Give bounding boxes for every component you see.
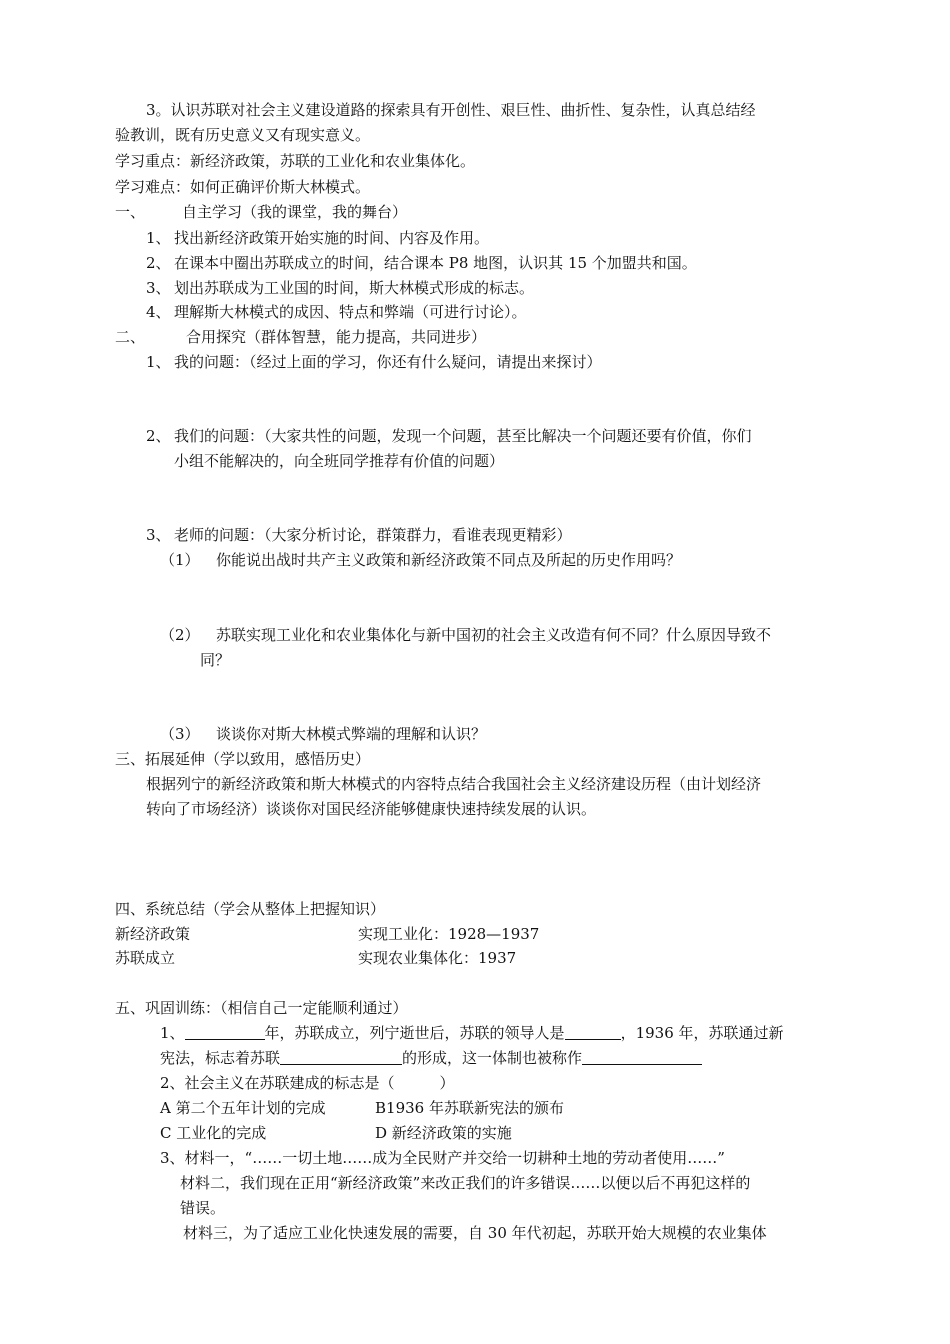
s2-sub3-num: （3） (160, 725, 200, 743)
key-points: 学习重点：新经济政策，苏联的工业化和农业集体化。 (115, 152, 476, 170)
s2-q2-line2: 小组不能解决的，向全班同学推荐有价值的问题） (174, 452, 505, 470)
s1-item3-text: 划出苏联成为工业国的时间，斯大林模式形成的标志。 (174, 279, 535, 297)
s5-q1-line1 (160, 1021, 784, 1045)
s1-item4-num: 4、 (146, 303, 171, 321)
s4-row2-left: 苏联成立 (115, 949, 176, 967)
s2-q1-text: 我的问题：（经过上面的学习，你还有什么疑问，请提出来探讨） (174, 353, 602, 371)
s5-q2-option-a[interactable]: A 第二个五年计划的完成 (160, 1099, 326, 1117)
learning-goal-3-line2: 验教训，既有历史意义又有现实意义。 (115, 126, 371, 144)
s1-item4-text: 理解斯大林模式的成因、特点和弊端（可进行讨论）。 (174, 303, 527, 321)
s5-q1-line2 (160, 1046, 702, 1070)
s5-q2-option-b[interactable]: B1936 年苏联新宪法的颁布 (375, 1099, 564, 1117)
s5-q2-option-c[interactable]: C 工业化的完成 (160, 1124, 267, 1142)
section2-number: 二、 (115, 328, 146, 346)
section1-title: 自主学习（我的课堂，我的舞台） (182, 203, 408, 221)
blank-year[interactable] (185, 1023, 265, 1040)
s5-q3-material2-line1: 材料二，我们现在正用“新经济政策”来改正我们的许多错误……以便以后不再犯这样的 (180, 1174, 751, 1192)
section3-title: 三、拓展延伸（学以致用，感悟历史） (115, 750, 371, 768)
difficulties: 学习难点：如何正确评价斯大林模式。 (115, 178, 371, 196)
s1-item3-num: 3、 (146, 279, 171, 297)
s5-q3-material3: 材料三，为了适应工业化快速发展的需要，自 30 年代初起，苏联开始大规模的农业集体 (183, 1224, 767, 1242)
s4-row2-right: 实现农业集体化：1937 (358, 949, 517, 967)
s5-q1-part3: 宪法，标志着苏联 (160, 1049, 281, 1067)
s2-sub1-num: （1） (160, 551, 200, 569)
s1-item2-text: 在课本中圈出苏联成立的时间，结合课本 P8 地图，认识其 15 个加盟共和国。 (174, 254, 697, 272)
s1-item2-num: 2、 (146, 254, 171, 272)
s5-q1-part4: 的形成，这一体制也被称作 (402, 1049, 583, 1067)
s5-q1-num: 1、 (160, 1024, 185, 1042)
learning-goal-3-line1: 3。认识苏联对社会主义建设道路的探索具有开创性、艰巨性、曲折性、复杂性，认真总结经 (146, 101, 756, 119)
blank-leader[interactable] (565, 1023, 621, 1040)
s2-q1-num: 1、 (146, 353, 171, 371)
blank-system[interactable] (280, 1048, 402, 1065)
s1-item1-text: 找出新经济政策开始实施的时间、内容及作用。 (174, 229, 490, 247)
s3-line1: 根据列宁的新经济政策和斯大林模式的内容特点结合我国社会主义经济建设历程（由计划经济 (146, 775, 762, 793)
s2-q2-line1: 我们的问题：（大家共性的问题，发现一个问题，甚至比解决一个问题还要有价值，你们 (174, 427, 752, 445)
blank-system-name[interactable] (582, 1048, 702, 1065)
section5-title: 五、巩固训练：（相信自己一定能顺利通过） (115, 999, 408, 1017)
s5-q1-part2: ，1936 年，苏联通过新 (620, 1024, 784, 1042)
s2-sub3-text: 谈谈你对斯大林模式弊端的理解和认识？ (216, 725, 487, 743)
s5-q2-option-d[interactable]: D 新经济政策的实施 (375, 1124, 512, 1142)
s5-q3-material1: 3、材料一，“……一切土地……成为全民财产并交给一切耕种土地的劳动者使用……” (160, 1149, 725, 1167)
s5-q1-part1: 年，苏联成立，列宁逝世后，苏联的领导人是 (264, 1024, 565, 1042)
s2-sub2-line2: 同？ (200, 651, 231, 669)
section1-number: 一、 (115, 203, 146, 221)
s5-q3-material2-line2: 错误。 (180, 1199, 226, 1217)
section2-title: 合用探究（群体智慧，能力提高，共同进步） (186, 328, 487, 346)
section4-title: 四、系统总结（学会从整体上把握知识） (115, 900, 386, 918)
s2-q3-text: 老师的问题：（大家分析讨论，群策群力，看谁表现更精彩） (174, 526, 572, 544)
s2-q2-num: 2、 (146, 427, 171, 445)
s4-row1-right: 实现工业化：1928—1937 (358, 925, 540, 943)
s1-item1-num: 1、 (146, 229, 171, 247)
s4-row1-left: 新经济政策 (115, 925, 191, 943)
s2-sub2-num: （2） (160, 626, 200, 644)
s2-sub1-text: 你能说出战时共产主义政策和新经济政策不同点及所起的历史作用吗？ (216, 551, 682, 569)
s2-sub2-line1: 苏联实现工业化和农业集体化与新中国初的社会主义改造有何不同？什么原因导致不 (216, 626, 772, 644)
s3-line2: 转向了市场经济）谈谈你对国民经济能够健康快速持续发展的认识。 (146, 800, 597, 818)
s2-q3-num: 3、 (146, 526, 171, 544)
s5-q2-stem: 2、社会主义在苏联建成的标志是（ ） (160, 1074, 455, 1092)
